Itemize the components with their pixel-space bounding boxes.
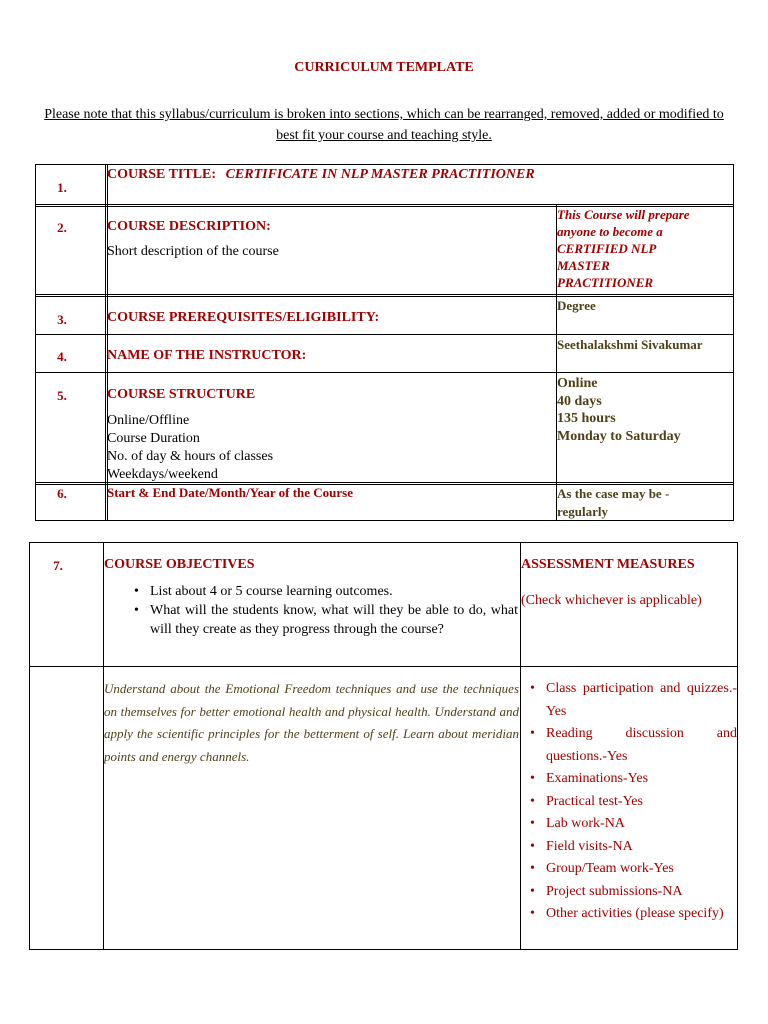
list-item: • Field visits-NA — [522, 836, 737, 859]
list-item: • Group/Team work-Yes — [522, 858, 737, 881]
prerequisites-value: Degree — [557, 298, 596, 313]
row-number: 5. — [57, 388, 67, 403]
course-objectives-label: COURSE OBJECTIVES — [104, 557, 255, 572]
dates-label: Start & End Date/Month/Year of the Course — [107, 485, 354, 500]
value-line: regularly — [557, 504, 609, 519]
course-title-label: COURSE TITLE: — [107, 167, 217, 182]
assessment-measures-label: ASSESSMENT MEASURES — [521, 557, 695, 572]
list-item: • Class participation and quizzes.-Yes — [522, 678, 737, 723]
row-number: 3. — [57, 312, 67, 327]
value-line: As the case may be - — [557, 486, 670, 501]
course-description-label: COURSE DESCRIPTION: — [107, 219, 271, 234]
document-title: CURRICULUM TEMPLATE — [294, 60, 474, 75]
row-number: 7. — [53, 558, 63, 573]
template-note: Please note that this syllabus/curriculum is broken into sections, which can be rearranged, removed, added or modified to best fit your course and teaching style. — [44, 107, 724, 143]
list-item: • Other activities (please specify) — [522, 903, 737, 926]
value-line: MASTER — [557, 258, 610, 273]
list-item: • Reading discussion and questions.-Yes — [522, 723, 737, 768]
hint-line: Online/Offline — [107, 413, 190, 428]
value-line: This Course will prepare — [557, 207, 690, 222]
course-title-value: CERTIFICATE IN NLP MASTER PRACTITIONER — [225, 167, 535, 182]
instructor-value: Seethalakshmi Sivakumar — [557, 337, 703, 352]
course-structure-label: COURSE STRUCTURE — [107, 387, 256, 402]
instructor-label: NAME OF THE INSTRUCTOR: — [107, 348, 307, 363]
value-line: 135 hours — [557, 411, 616, 427]
prerequisites-label: COURSE PREREQUISITES/ELIGIBILITY: — [107, 310, 380, 325]
value-line: Online — [557, 376, 598, 391]
value-line: CERTIFIED NLP — [557, 241, 657, 256]
list-item: • Project submissions-NA — [522, 881, 737, 904]
assessment-note: (Check whichever is applicable) — [521, 593, 702, 608]
value-line: PRACTITIONER — [557, 275, 654, 290]
objective-text: Understand about the Emotional Freedom techniques and use the techniques on themselves for better emotional health and physical health. Understand and apply the scientific principles for the betterment of self. Learn about meridian points and energy channels. — [104, 681, 519, 764]
objective-guidelines — [126, 582, 518, 639]
row-number: 4. — [57, 349, 67, 364]
list-item: • Practical test-Yes — [522, 791, 737, 814]
value-line: 40 days — [557, 393, 602, 409]
hint-line: No. of day & hours of classes — [107, 449, 274, 464]
list-item: • What will the students know, what will they be able to do, what will they create as they progress through the course? — [126, 601, 518, 639]
row-number: 2. — [57, 220, 67, 235]
value-line: Monday to Saturday — [557, 429, 681, 445]
row-number: 6. — [57, 486, 67, 501]
course-description-hint: Short description of the course — [107, 244, 279, 259]
assessment-list — [522, 678, 737, 926]
list-item: • Lab work-NA — [522, 813, 737, 836]
list-item: • List about 4 or 5 course learning outcomes. — [126, 582, 518, 601]
value-line: anyone to become a — [557, 224, 663, 239]
row-number: 1. — [57, 180, 67, 195]
hint-line: Course Duration — [107, 431, 200, 446]
hint-line: Weekdays/weekend — [107, 467, 218, 482]
list-item: • Examinations-Yes — [522, 768, 737, 791]
